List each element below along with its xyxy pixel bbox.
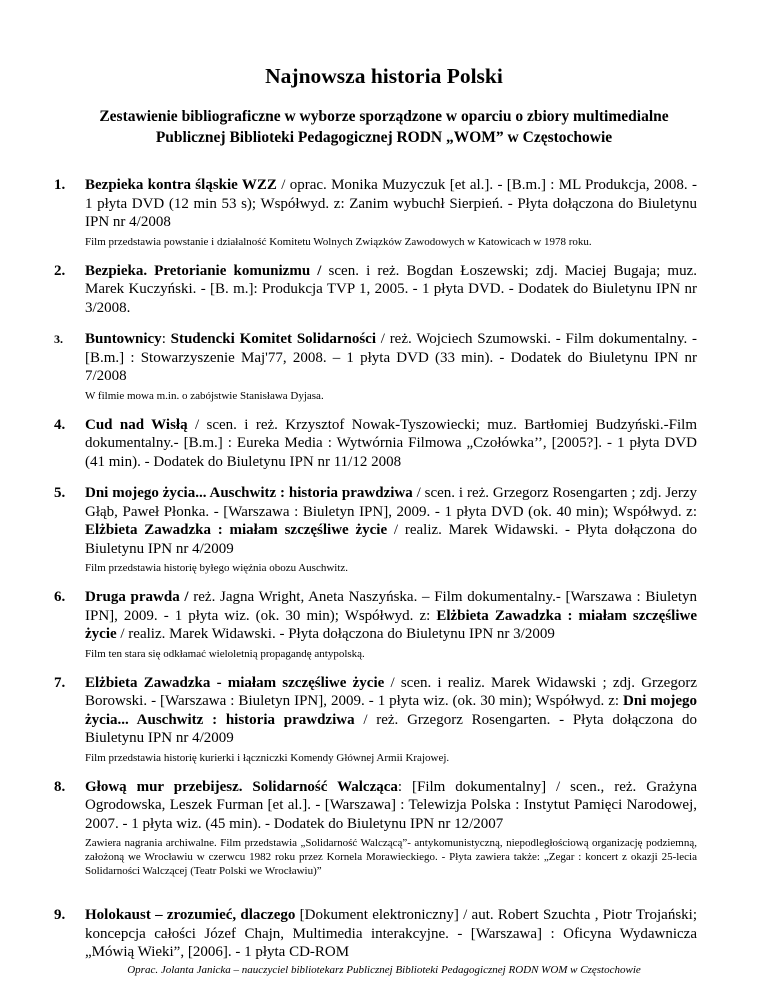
entry-title: Holokaust – zrozumieć, dlaczego <box>85 907 296 923</box>
entry-details: / scen. i realiz. Marek Widawski ; zdj. Grzegorz Borowski. - [Warszawa : Biuletyn IPN], 2009. - 1 płyta wiz. (ok. 30 min); Współwyd. z: <box>85 674 697 709</box>
list-item <box>0 588 768 661</box>
entry-title: Druga prawda / <box>85 589 189 605</box>
entry-note: Film przedstawia powstanie i działalność Komitetu Wolnych Związków Zawodowych w Katowicach w 1978 roku. <box>85 235 592 248</box>
entry-number: 1. <box>54 177 66 193</box>
entry-details-continued: / realiz. Marek Widawski. - Płyta dołączona do Biuletynu IPN nr 4/2009 <box>85 522 697 557</box>
page-title: Najnowsza historia Polski <box>265 64 503 88</box>
entry-details: / scen. i reż. Krzysztof Nowak-Tyszowiecki; muz. Bartłomiej Budzyński.-Film dokumentalny.- [B.m.] : Eureka Media : Wytwórnia Filmowa „Czołówka’’, [2005?]. - 1 płyta DVD (41 min). - Dodatek do Biuletynu IPN nr 11/12 2008 <box>85 416 697 470</box>
entry-note: W filmie mowa m.in. o zabójstwie Stanisława Dyjasa. <box>85 389 324 402</box>
entry-details: scen. i reż. Bogdan Łoszewski; zdj. Maciej Bugaja; muz. Marek Kuczyński. - [B. m.]: Produkcja TVP 1, 2005. - 1 płyta DVD. - Dodatek do Biuletynu IPN nr 3/2008. <box>85 262 697 316</box>
entry-title: Dni mojego życia... Auschwitz : historia prawdziwa <box>85 485 413 501</box>
entry-note: Film przedstawia historię kurierki i łączniczki Komendy Głównej Armii Krajowej. <box>85 751 450 764</box>
entry-number: 5. <box>54 485 66 501</box>
entry-details: reż. Jagna Wright, Aneta Naszyńska. – Film dokumentalny.- [Warszawa : Biuletyn IPN], 2009. - 1 płyta wiz. (ok. 30 min); Współwyd. z: <box>85 589 697 624</box>
entry-subtitle: Studencki Komitet Solidarności <box>170 331 376 347</box>
list-item <box>0 674 768 765</box>
entry-details: : [Film dokumentalny] / scen., reż. Grażyna Ogrodowska, Leszek Furman [et al.]. - [Warszawa] : Telewizja Polska : Instytut Pamięci Narodowej, 2007. - 1 płyta wiz. (45 min). - Dodatek do Biuletynu IPN nr 12/2007 <box>85 778 697 832</box>
entry-details: / scen. i reż. Grzegorz Rosengarten ; zdj. Jerzy Głąb, Paweł Płonka. - [Warszawa : Biuletyn IPN], 2009. - 1 płyta DVD (ok. 40 min); Współwyd. z: <box>85 485 697 520</box>
page-footer: Oprac. Jolanta Janicka – nauczyciel bibliotekarz Publicznej Biblioteki Pedagogicznej RODN WOM w Częstochowie <box>127 964 641 976</box>
list-item <box>0 262 768 318</box>
entry-details-continued: / reż. Grzegorz Rosengarten. - Płyta dołączona do Biuletynu IPN nr 4/2009 <box>85 711 697 746</box>
list-item <box>0 176 768 249</box>
entry-number: 6. <box>54 589 66 605</box>
entry-note: Film przedstawia historię byłego więźnia obozu Auschwitz. <box>85 562 349 574</box>
entry-number: 2. <box>54 262 66 279</box>
entry-number: 3. <box>54 332 63 346</box>
entry-related-title: Elżbieta Zawadzka : miałam szczęśliwe życie <box>85 607 698 642</box>
entry-note: Zawiera nagrania archiwalne. Film przedstawia „Solidarność Walczącą”- antykomunistyczną, niepodległościową organizację podziemną, założoną we Wrocławiu w czerwcu 1982 roku przez Kornela Morawieckiego. - Płyta zawiera także: „Zegar : koncert z okazji 25-lecia Solidarności Walczącej (Teatr Polski we Wrocławiu)” <box>85 837 697 877</box>
list-item <box>0 484 768 575</box>
list-item <box>0 330 768 403</box>
entry-number: 7. <box>54 674 66 691</box>
entry-note: Film ten stara się odkłamać wieloletnią propagandę antypolską. <box>85 647 365 660</box>
entry-details: / reż. Wojciech Szumowski. - Film dokumentalny. - [B.m.] : Stowarzyszenie Maj'77, 2008. – 1 płyta DVD (33 min). - Dodatek do Biuletynu IPN nr 7/2008 <box>85 331 697 384</box>
entry-title: Cud nad Wisłą <box>85 416 188 433</box>
entry-title: Bezpieka kontra śląskie WZZ <box>85 177 277 193</box>
list-item <box>0 416 768 472</box>
entry-number: 9. <box>54 907 66 923</box>
entry-number: 4. <box>54 416 66 433</box>
entry-number: 8. <box>54 778 66 795</box>
entry-title: Bezpieka. Pretorianie komunizmu / <box>85 262 322 279</box>
entry-title: Elżbieta Zawadzka - miałam szczęśliwe życie <box>85 674 385 691</box>
bibliography-list <box>0 176 768 975</box>
entry-details: [Dokument elektroniczny] / aut. Robert Szuchta , Piotr Trojański; koncepcja całości Józef Chajn, Multimedia interakcyjne. - [Warszawa] : Oficyna Wydawnicza „Mówią Wieki”, [2006]. - 1 płyta CD-ROM <box>85 907 697 960</box>
entry-title: Buntownicy <box>85 331 162 347</box>
entry-title: Głową mur przebijesz. Solidarność Walcząca <box>85 778 398 795</box>
entry-related-title: Dni mojego życia... Auschwitz : historia prawdziwa <box>85 693 697 728</box>
subtitle-line-1: Zestawienie bibliograficzne w wyborze sporządzone w oparciu o zbiory multimedialne <box>99 108 669 125</box>
entry-related-title: Elżbieta Zawadzka : miałam szczęśliwe życie <box>85 522 388 538</box>
entry-colon: : <box>161 331 171 347</box>
list-item <box>0 778 768 879</box>
list-item <box>0 906 768 962</box>
entry-details: / oprac. Monika Muzyczuk [et al.]. - [B.m.] : ML Produkcja, 2008. - 1 płyta DVD (12 min 53 s); Współwyd. z: Zanim wybuchł Sierpień. - Płyta dołączona do Biuletynu IPN nr 4/2008 <box>85 177 697 230</box>
subtitle-line-2: Publicznej Biblioteki Pedagogicznej RODN „WOM” w Częstochowie <box>155 129 613 146</box>
page-subtitle <box>70 106 698 148</box>
entry-details-continued: / realiz. Marek Widawski. - Płyta dołączona do Biuletynu IPN nr 3/2009 <box>116 626 555 642</box>
